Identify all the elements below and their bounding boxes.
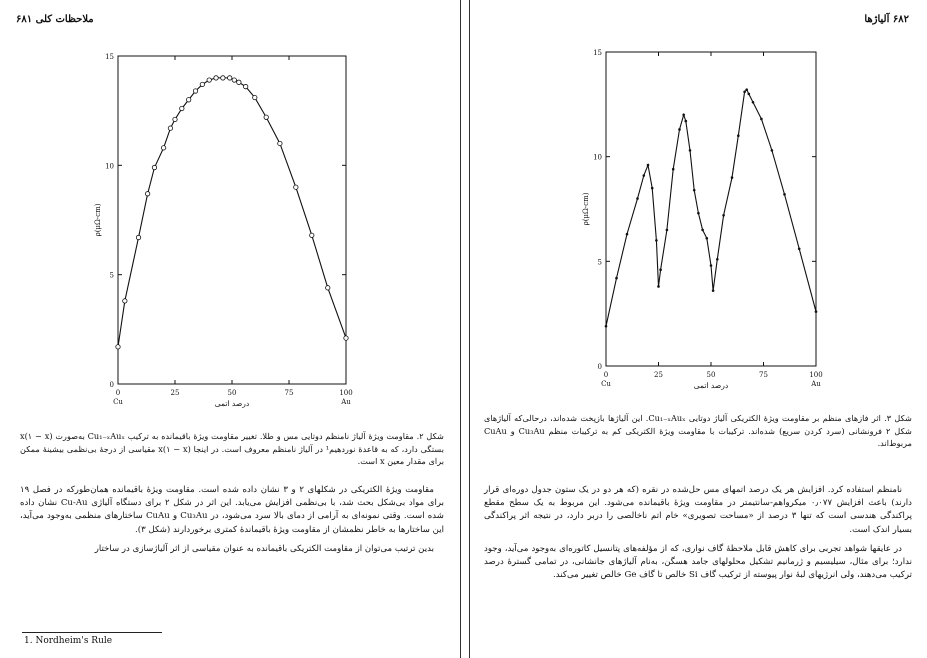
data-point: [278, 141, 282, 145]
data-point: [716, 258, 719, 261]
x-end-label-au: Au: [341, 398, 351, 406]
data-point: [643, 174, 646, 177]
data-point: [815, 310, 818, 313]
page-header: ۶۸۲ آلیاژها: [864, 14, 909, 25]
data-point: [193, 89, 197, 93]
y-tick-label: 10: [593, 153, 602, 162]
x-tick-label: 100: [339, 389, 353, 397]
data-point: [685, 120, 688, 123]
data-point: [243, 84, 247, 88]
data-point: [737, 134, 740, 137]
data-point: [168, 126, 172, 130]
chart-left: [0, 0, 460, 420]
data-point: [672, 168, 675, 171]
data-point: [666, 229, 669, 232]
data-point: [731, 176, 734, 179]
left-page: [0, 0, 460, 658]
body-text: [20, 484, 444, 562]
data-point: [798, 247, 801, 250]
data-point: [186, 98, 190, 102]
x-end-label-cu: Cu: [601, 380, 611, 388]
data-point: [743, 90, 746, 93]
data-point: [180, 106, 184, 110]
data-point: [615, 277, 618, 280]
chart-right: [470, 0, 927, 410]
y-tick-label: 15: [593, 49, 602, 57]
data-point: [173, 117, 177, 121]
data-point: [228, 76, 232, 80]
data-point: [745, 88, 748, 91]
x-end-label-cu: Cu: [113, 398, 123, 406]
data-point: [152, 165, 156, 169]
data-point: [161, 146, 165, 150]
data-point: [651, 187, 654, 190]
right-page: [470, 0, 927, 658]
data-point: [636, 197, 639, 200]
data-point: [722, 214, 725, 217]
x-tick-label: 50: [227, 389, 237, 397]
data-point: [214, 76, 218, 80]
y-tick-label: 5: [597, 258, 602, 267]
x-tick-label: 0: [115, 389, 121, 397]
data-point: [326, 286, 330, 290]
x-tick-label: 0: [603, 371, 609, 379]
y-tick-label: 0: [109, 381, 114, 389]
y-tick-label: 10: [105, 162, 114, 171]
data-point: [752, 101, 755, 104]
footnote-rule: [22, 632, 162, 633]
data-point: [697, 212, 700, 215]
paragraph: در عایقها شواهد تجربی برای کاهش قابل ملاحظهٔ گاف نواری، که از مؤلفه‌های پتانسیل کاتوره‌ای به‌وجود می‌آید، وجود ندارد؛ برای مثال، سیلیسیم و ژرمانیم تشکیل محلولهای جامد هسگن، به‌نام آلیاژهای جانشانی، در تمامی گسترهٔ درصد ترکیب می‌دهند، ولی انرژیهای لبهٔ نوار پیوسته از ترکیب گاف Si خالص تا گاف Ge خالص تغییر می‌کند.: [484, 543, 912, 581]
series-line: [606, 90, 816, 327]
y-tick-label: 5: [109, 271, 114, 280]
data-point: [693, 189, 696, 192]
body-text: [484, 484, 912, 588]
data-point: [760, 118, 763, 121]
plot-frame: [118, 56, 346, 384]
data-point: [647, 164, 650, 167]
data-point: [712, 289, 715, 292]
data-point: [207, 78, 211, 82]
y-axis-label: ρ(μΩ-cm): [582, 192, 590, 226]
y-axis-label: ρ(μΩ-cm): [94, 203, 102, 237]
data-point: [748, 93, 751, 96]
data-point: [200, 82, 204, 86]
data-point: [232, 78, 236, 82]
data-point: [689, 149, 692, 152]
data-point: [145, 192, 149, 196]
y-tick-label: 0: [597, 363, 602, 371]
page-header: ملاحظات کلی ۶۸۱: [16, 14, 94, 25]
data-point: [682, 114, 685, 117]
y-tick-label: 15: [105, 53, 114, 61]
x-tick-label: 25: [170, 389, 180, 397]
paragraph: مقاومت ویژهٔ الکتریکی در شکلهای ۲ و ۳ نشان داده شده است. مقاومت ویژهٔ باقیمانده همان‌طورکه در فصل ۱۹ برای مواد بی‌شکل بحث شد، با بی‌نظمی افزایش می‌یابد. این اثر در شکل ۲ برای دستگاه آلیاژی Cu-Au نشان داده شده است. وقتی نمونه‌ای به آرامی از دمای بالا سرد می‌شود، در Cu₃Au و CuAu ساختارهای منظمی به‌وجود می‌آید، این ساختارها به خاطر نظمشان از مقاومت ویژهٔ باقیماندهٔ کمتری برخوردارند (شکل ۳).: [20, 485, 445, 535]
figure-caption: شکل ۲. مقاومت ویژهٔ آلیاژ نامنظم دوتایی مس و طلا. تغییر مقاومت ویژهٔ باقیمانده به ترکیب Cu₁₋ₓAuₓ به‌صورت x(۱ − x) بستگی دارد، که به قاعدهٔ نوردهیم¹ در آلیاژ نامنظم معروف است. در اینجا x(۱ − x) مقیاسی از درجهٔ بی‌نظمی بیشینهٔ ممکن برای مقدار معین x است.: [20, 431, 445, 467]
figure-caption: شکل ۳. اثر فازهای منظم بر مقاومت ویژهٔ الکتریکی آلیاژ دوتایی Cu₁₋ₓAuₓ. این آلیاژها بازپخت شده‌اند، درحالی‌که آلیاژهای شکل ۲ فرونشانی (سرد کردن سریع) شده‌اند. ترکیبات با مقاومت ویژهٔ الکتریکی کم به ترکیبات منظم Cu₃Au و CuAu مربوط‌اند.: [484, 413, 913, 449]
data-point: [237, 80, 241, 84]
data-point: [655, 239, 658, 242]
data-point: [701, 229, 704, 232]
footnote: 1. Nordheim's Rule: [24, 636, 113, 646]
x-axis-label: درصد اتمی: [214, 399, 250, 408]
data-point: [123, 299, 127, 303]
x-tick-label: 75: [284, 389, 294, 397]
x-tick-label: 25: [654, 371, 663, 379]
data-point: [706, 237, 709, 240]
data-point: [221, 76, 225, 80]
x-tick-label: 100: [809, 371, 823, 379]
data-point: [136, 235, 140, 239]
plot-frame: [606, 52, 816, 366]
series-line: [118, 78, 346, 347]
data-point: [264, 115, 268, 119]
data-point: [294, 185, 298, 189]
x-end-label-au: Au: [811, 380, 821, 388]
data-point: [116, 345, 120, 349]
data-point: [783, 193, 786, 196]
x-tick-label: 75: [759, 371, 768, 379]
x-axis-label: درصد اتمی: [693, 381, 729, 390]
data-point: [253, 95, 257, 99]
data-point: [310, 233, 314, 237]
data-point: [659, 268, 662, 271]
x-tick-label: 50: [706, 371, 716, 379]
paragraph: بدین ترتیب می‌توان از مقاومت الکتریکی باقیمانده به عنوان مقیاسی از اثر آلیاژسازی در ساختار: [94, 543, 434, 554]
data-point: [344, 336, 348, 340]
data-point: [710, 264, 713, 267]
page-gutter: [460, 0, 470, 658]
data-point: [626, 233, 629, 236]
data-point: [678, 128, 681, 131]
data-point: [657, 285, 660, 288]
data-point: [605, 325, 608, 328]
data-point: [771, 149, 774, 152]
paragraph: نامنظم استفاده کرد. افزایش هر یک درصد اتمهای مس حل‌شده در نقره (که هر دو در یک ستون جدول دوره‌ای قرار دارند) باعث افزایش ۰٫۰۷۷ میکرواهم-سانتیمتر در مقاومت ویژهٔ باقیمانده می‌شود. این مربوط به یک سطح مقطع پراکندگی هندسی است که تنها ۳ درصد از «مساحت تصویری» خام اتم ناخالصی را دربر دارد، در نتیجه اثر پراکندگی بسیار اندک است.: [484, 485, 912, 535]
